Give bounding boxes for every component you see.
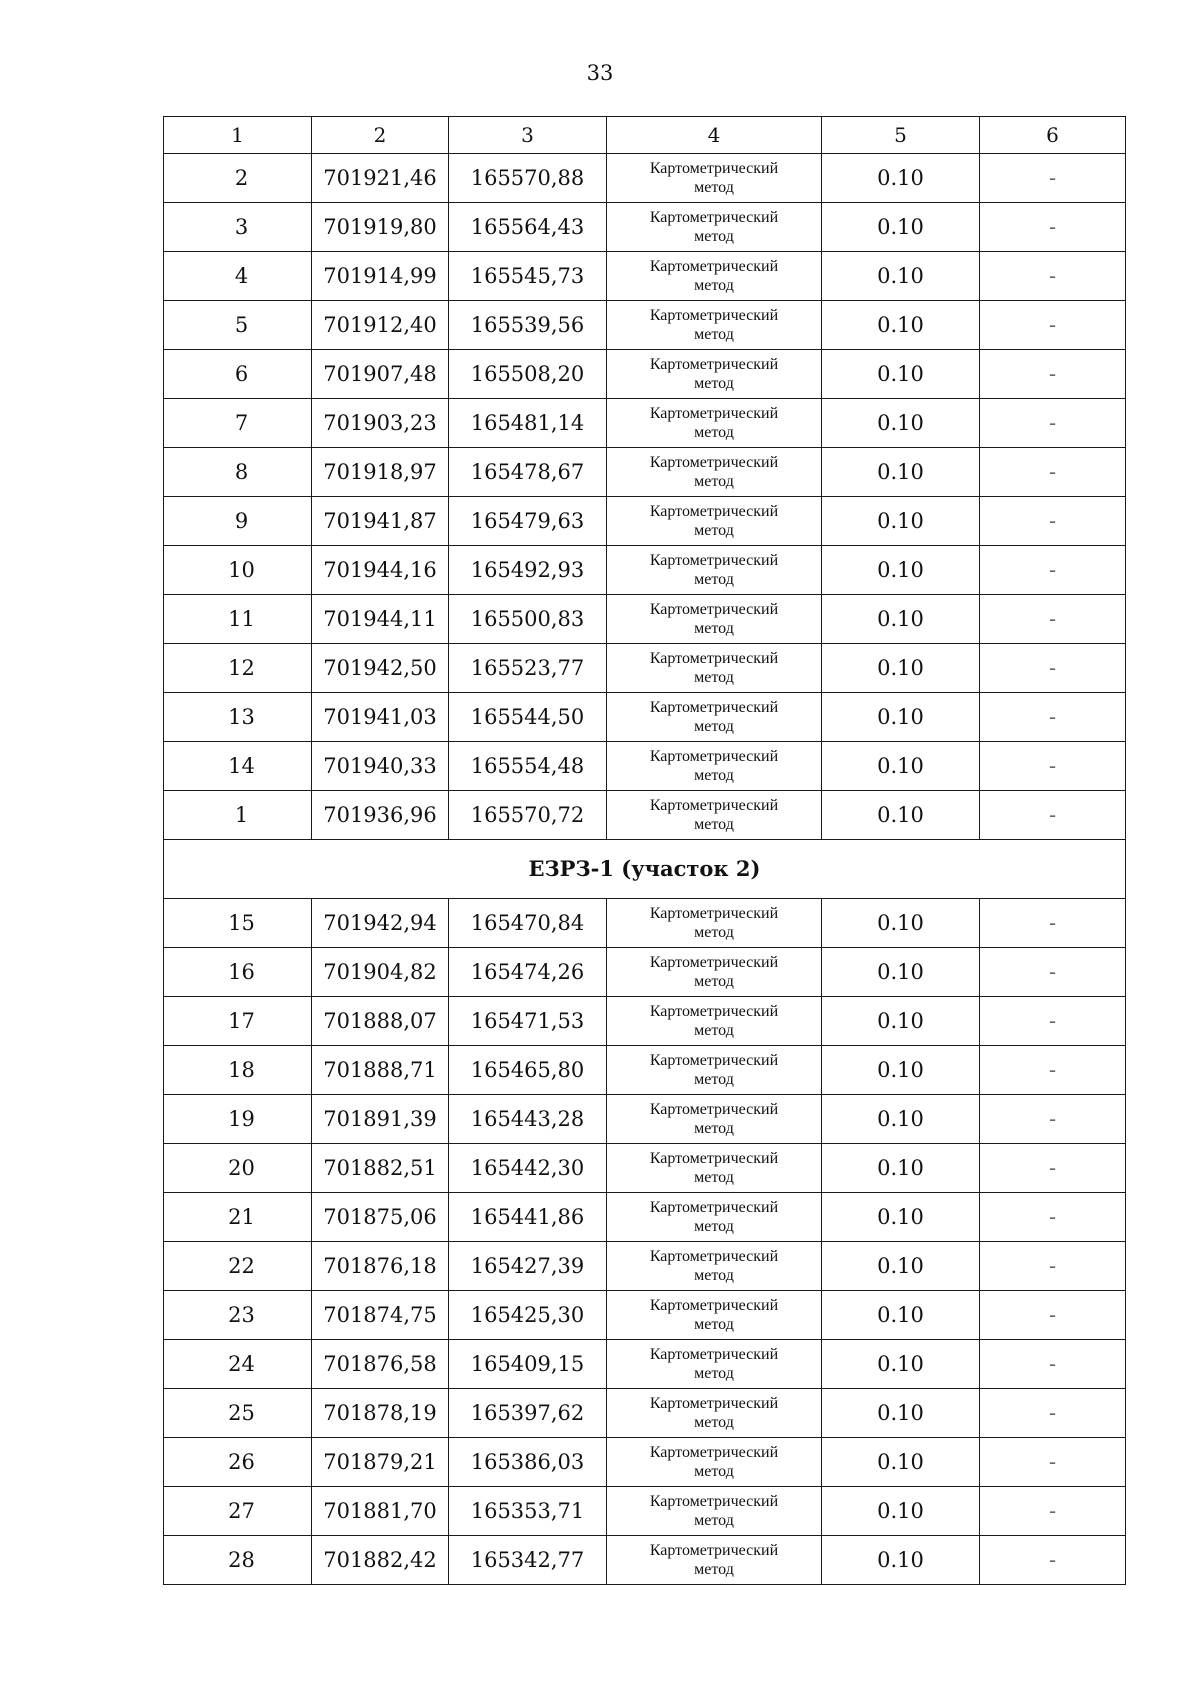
method-line: Картометрический: [649, 1395, 779, 1412]
method-line: метод: [694, 1169, 734, 1186]
x-coordinate-cell: 701904,82: [312, 948, 449, 997]
accuracy-cell: 0.10: [822, 791, 980, 840]
y-coordinate-cell: 165508,20: [449, 350, 607, 399]
method-line: Картометрический: [649, 905, 779, 922]
point-number-cell: 6: [164, 350, 312, 399]
point-number-cell: 19: [164, 1095, 312, 1144]
table-row: [164, 252, 1126, 301]
column-header: 3: [449, 117, 607, 154]
y-coordinate-cell: 165441,86: [449, 1193, 607, 1242]
table-row: [164, 497, 1126, 546]
description-cell: -: [980, 252, 1126, 301]
method-line: метод: [694, 620, 734, 637]
method-line: метод: [694, 179, 734, 196]
y-coordinate-cell: 165544,50: [449, 693, 607, 742]
point-number-cell: 26: [164, 1438, 312, 1487]
method-line: Картометрический: [649, 209, 779, 226]
accuracy-cell: 0.10: [822, 203, 980, 252]
description-cell: -: [980, 203, 1126, 252]
method-cell: [607, 693, 822, 742]
method-line: метод: [694, 1512, 734, 1529]
point-number-cell: 16: [164, 948, 312, 997]
method-line: метод: [694, 326, 734, 343]
method-line: метод: [694, 522, 734, 539]
y-coordinate-cell: 165386,03: [449, 1438, 607, 1487]
x-coordinate-cell: 701879,21: [312, 1438, 449, 1487]
point-number-cell: 25: [164, 1389, 312, 1438]
point-number-cell: 8: [164, 448, 312, 497]
point-number-cell: 2: [164, 154, 312, 203]
accuracy-cell: 0.10: [822, 1193, 980, 1242]
description-cell: -: [980, 1487, 1126, 1536]
accuracy-cell: 0.10: [822, 350, 980, 399]
method-line: метод: [694, 718, 734, 735]
method-line: метод: [694, 277, 734, 294]
method-line: метод: [694, 1267, 734, 1284]
y-coordinate-cell: 165554,48: [449, 742, 607, 791]
method-line: метод: [694, 1022, 734, 1039]
y-coordinate-cell: 165479,63: [449, 497, 607, 546]
accuracy-cell: 0.10: [822, 497, 980, 546]
method-line: метод: [694, 1120, 734, 1137]
y-coordinate-cell: 165481,14: [449, 399, 607, 448]
method-line: Картометрический: [649, 601, 779, 618]
point-number-cell: 12: [164, 644, 312, 693]
description-cell: -: [980, 399, 1126, 448]
x-coordinate-cell: 701891,39: [312, 1095, 449, 1144]
y-coordinate-cell: 165539,56: [449, 301, 607, 350]
accuracy-cell: 0.10: [822, 1438, 980, 1487]
accuracy-cell: 0.10: [822, 154, 980, 203]
method-line: метод: [694, 816, 734, 833]
method-cell: [607, 1144, 822, 1193]
coordinates-table: [163, 116, 1126, 1585]
x-coordinate-cell: 701944,16: [312, 546, 449, 595]
method-line: метод: [694, 1463, 734, 1480]
column-header: 1: [164, 117, 312, 154]
x-coordinate-cell: 701882,51: [312, 1144, 449, 1193]
y-coordinate-cell: 165353,71: [449, 1487, 607, 1536]
table-row: [164, 1340, 1126, 1389]
accuracy-cell: 0.10: [822, 1487, 980, 1536]
method-cell: [607, 742, 822, 791]
column-header: 2: [312, 117, 449, 154]
accuracy-cell: 0.10: [822, 1095, 980, 1144]
point-number-cell: 4: [164, 252, 312, 301]
method-line: Картометрический: [649, 1297, 779, 1314]
description-cell: -: [980, 1340, 1126, 1389]
method-cell: [607, 203, 822, 252]
method-line: метод: [694, 228, 734, 245]
point-number-cell: 17: [164, 997, 312, 1046]
point-number-cell: 9: [164, 497, 312, 546]
method-cell: [607, 595, 822, 644]
method-line: Картометрический: [649, 650, 779, 667]
method-cell: [607, 1291, 822, 1340]
x-coordinate-cell: 701942,50: [312, 644, 449, 693]
y-coordinate-cell: 165427,39: [449, 1242, 607, 1291]
method-line: Картометрический: [649, 552, 779, 569]
y-coordinate-cell: 165425,30: [449, 1291, 607, 1340]
accuracy-cell: 0.10: [822, 693, 980, 742]
point-number-cell: 20: [164, 1144, 312, 1193]
method-line: метод: [694, 473, 734, 490]
accuracy-cell: 0.10: [822, 1242, 980, 1291]
accuracy-cell: 0.10: [822, 948, 980, 997]
description-cell: -: [980, 997, 1126, 1046]
table-row: [164, 350, 1126, 399]
method-cell: [607, 399, 822, 448]
method-cell: [607, 644, 822, 693]
point-number-cell: 10: [164, 546, 312, 595]
x-coordinate-cell: 701903,23: [312, 399, 449, 448]
table-row: [164, 1487, 1126, 1536]
description-cell: -: [980, 644, 1126, 693]
description-cell: -: [980, 497, 1126, 546]
column-header: 6: [980, 117, 1126, 154]
x-coordinate-cell: 701921,46: [312, 154, 449, 203]
point-number-cell: 1: [164, 791, 312, 840]
y-coordinate-cell: 165397,62: [449, 1389, 607, 1438]
method-cell: [607, 497, 822, 546]
y-coordinate-cell: 165492,93: [449, 546, 607, 595]
x-coordinate-cell: 701944,11: [312, 595, 449, 644]
method-line: Картометрический: [649, 503, 779, 520]
method-cell: [607, 1046, 822, 1095]
x-coordinate-cell: 701919,80: [312, 203, 449, 252]
method-cell: [607, 791, 822, 840]
accuracy-cell: 0.10: [822, 1389, 980, 1438]
table-row: [164, 644, 1126, 693]
accuracy-cell: 0.10: [822, 301, 980, 350]
point-number-cell: 28: [164, 1536, 312, 1585]
description-cell: -: [980, 448, 1126, 497]
accuracy-cell: 0.10: [822, 644, 980, 693]
method-line: метод: [694, 1218, 734, 1235]
method-line: Картометрический: [649, 454, 779, 471]
method-line: Картометрический: [649, 1444, 779, 1461]
column-header: 4: [607, 117, 822, 154]
method-line: метод: [694, 1316, 734, 1333]
method-line: метод: [694, 924, 734, 941]
table-row: [164, 1389, 1126, 1438]
method-line: метод: [694, 1071, 734, 1088]
method-line: метод: [694, 571, 734, 588]
method-cell: [607, 1095, 822, 1144]
method-line: метод: [694, 1414, 734, 1431]
method-cell: [607, 546, 822, 595]
table-row: [164, 399, 1126, 448]
table-row: [164, 1046, 1126, 1095]
method-line: Картометрический: [649, 160, 779, 177]
description-cell: -: [980, 1438, 1126, 1487]
y-coordinate-cell: 165443,28: [449, 1095, 607, 1144]
table-row: [164, 742, 1126, 791]
y-coordinate-cell: 165471,53: [449, 997, 607, 1046]
point-number-cell: 13: [164, 693, 312, 742]
description-cell: -: [980, 1291, 1126, 1340]
method-line: метод: [694, 1561, 734, 1578]
y-coordinate-cell: 165478,67: [449, 448, 607, 497]
table-row: [164, 203, 1126, 252]
y-coordinate-cell: 165470,84: [449, 899, 607, 948]
description-cell: -: [980, 1536, 1126, 1585]
method-cell: [607, 1193, 822, 1242]
description-cell: -: [980, 595, 1126, 644]
x-coordinate-cell: 701942,94: [312, 899, 449, 948]
x-coordinate-cell: 701936,96: [312, 791, 449, 840]
method-cell: [607, 301, 822, 350]
column-header: 5: [822, 117, 980, 154]
method-line: Картометрический: [649, 258, 779, 275]
method-cell: [607, 1242, 822, 1291]
method-cell: [607, 948, 822, 997]
y-coordinate-cell: 165570,88: [449, 154, 607, 203]
accuracy-cell: 0.10: [822, 742, 980, 791]
method-line: Картометрический: [649, 1493, 779, 1510]
x-coordinate-cell: 701941,87: [312, 497, 449, 546]
method-line: Картометрический: [649, 1346, 779, 1363]
accuracy-cell: 0.10: [822, 546, 980, 595]
method-line: Картометрический: [649, 1542, 779, 1559]
x-coordinate-cell: 701875,06: [312, 1193, 449, 1242]
description-cell: -: [980, 546, 1126, 595]
description-cell: -: [980, 1144, 1126, 1193]
column-number-header-row: [164, 117, 1126, 154]
table-row: [164, 1095, 1126, 1144]
method-line: Картометрический: [649, 748, 779, 765]
method-line: метод: [694, 669, 734, 686]
description-cell: -: [980, 899, 1126, 948]
method-line: Картометрический: [649, 1101, 779, 1118]
y-coordinate-cell: 165342,77: [449, 1536, 607, 1585]
point-number-cell: 5: [164, 301, 312, 350]
point-number-cell: 15: [164, 899, 312, 948]
method-line: Картометрический: [649, 1003, 779, 1020]
description-cell: -: [980, 1095, 1126, 1144]
method-cell: [607, 252, 822, 301]
y-coordinate-cell: 165442,30: [449, 1144, 607, 1193]
x-coordinate-cell: 701881,70: [312, 1487, 449, 1536]
method-line: Картометрический: [649, 307, 779, 324]
y-coordinate-cell: 165465,80: [449, 1046, 607, 1095]
method-line: Картометрический: [649, 356, 779, 373]
accuracy-cell: 0.10: [822, 1340, 980, 1389]
accuracy-cell: 0.10: [822, 899, 980, 948]
table-row: [164, 899, 1126, 948]
table-row: [164, 1242, 1126, 1291]
table-row: [164, 1193, 1126, 1242]
y-coordinate-cell: 165500,83: [449, 595, 607, 644]
table-row: [164, 301, 1126, 350]
point-number-cell: 22: [164, 1242, 312, 1291]
table-row: [164, 154, 1126, 203]
table-row: [164, 791, 1126, 840]
method-line: Картометрический: [649, 405, 779, 422]
method-line: Картометрический: [649, 797, 779, 814]
method-line: метод: [694, 1365, 734, 1382]
x-coordinate-cell: 701878,19: [312, 1389, 449, 1438]
method-line: метод: [694, 973, 734, 990]
section-title: ЕЗРЗ-1 (участок 2): [164, 840, 1126, 899]
point-number-cell: 18: [164, 1046, 312, 1095]
description-cell: -: [980, 1389, 1126, 1438]
x-coordinate-cell: 701888,71: [312, 1046, 449, 1095]
table-row: [164, 1291, 1126, 1340]
x-coordinate-cell: 701912,40: [312, 301, 449, 350]
method-line: метод: [694, 375, 734, 392]
section-header-row: [164, 840, 1126, 899]
description-cell: -: [980, 154, 1126, 203]
accuracy-cell: 0.10: [822, 448, 980, 497]
point-number-cell: 21: [164, 1193, 312, 1242]
accuracy-cell: 0.10: [822, 1536, 980, 1585]
x-coordinate-cell: 701882,42: [312, 1536, 449, 1585]
y-coordinate-cell: 165409,15: [449, 1340, 607, 1389]
method-cell: [607, 1536, 822, 1585]
point-number-cell: 14: [164, 742, 312, 791]
accuracy-cell: 0.10: [822, 595, 980, 644]
accuracy-cell: 0.10: [822, 1144, 980, 1193]
x-coordinate-cell: 701888,07: [312, 997, 449, 1046]
method-line: Картометрический: [649, 1150, 779, 1167]
description-cell: -: [980, 742, 1126, 791]
method-cell: [607, 154, 822, 203]
point-number-cell: 27: [164, 1487, 312, 1536]
x-coordinate-cell: 701940,33: [312, 742, 449, 791]
x-coordinate-cell: 701918,97: [312, 448, 449, 497]
y-coordinate-cell: 165564,43: [449, 203, 607, 252]
description-cell: -: [980, 301, 1126, 350]
description-cell: -: [980, 350, 1126, 399]
method-line: Картометрический: [649, 699, 779, 716]
description-cell: -: [980, 1242, 1126, 1291]
method-cell: [607, 1438, 822, 1487]
y-coordinate-cell: 165523,77: [449, 644, 607, 693]
point-number-cell: 24: [164, 1340, 312, 1389]
y-coordinate-cell: 165570,72: [449, 791, 607, 840]
point-number-cell: 23: [164, 1291, 312, 1340]
point-number-cell: 11: [164, 595, 312, 644]
table-row: [164, 546, 1126, 595]
method-cell: [607, 350, 822, 399]
y-coordinate-cell: 165545,73: [449, 252, 607, 301]
method-cell: [607, 899, 822, 948]
method-line: метод: [694, 424, 734, 441]
method-line: Картометрический: [649, 1248, 779, 1265]
x-coordinate-cell: 701876,58: [312, 1340, 449, 1389]
description-cell: -: [980, 1046, 1126, 1095]
point-number-cell: 7: [164, 399, 312, 448]
table-row: [164, 1536, 1126, 1585]
x-coordinate-cell: 701907,48: [312, 350, 449, 399]
table-row: [164, 997, 1126, 1046]
description-cell: -: [980, 693, 1126, 742]
point-number-cell: 3: [164, 203, 312, 252]
y-coordinate-cell: 165474,26: [449, 948, 607, 997]
method-cell: [607, 448, 822, 497]
method-line: Картометрический: [649, 954, 779, 971]
method-line: Картометрический: [649, 1052, 779, 1069]
x-coordinate-cell: 701874,75: [312, 1291, 449, 1340]
table-row: [164, 693, 1126, 742]
accuracy-cell: 0.10: [822, 1046, 980, 1095]
accuracy-cell: 0.10: [822, 399, 980, 448]
accuracy-cell: 0.10: [822, 997, 980, 1046]
method-line: Картометрический: [649, 1199, 779, 1216]
x-coordinate-cell: 701876,18: [312, 1242, 449, 1291]
accuracy-cell: 0.10: [822, 1291, 980, 1340]
table-row: [164, 1144, 1126, 1193]
table-row: [164, 595, 1126, 644]
table-row: [164, 1438, 1126, 1487]
table-row: [164, 948, 1126, 997]
page-number: 33: [586, 61, 614, 85]
x-coordinate-cell: 701941,03: [312, 693, 449, 742]
description-cell: -: [980, 948, 1126, 997]
description-cell: -: [980, 791, 1126, 840]
coordinates-table-body: [164, 117, 1126, 1585]
method-cell: [607, 1340, 822, 1389]
method-cell: [607, 1487, 822, 1536]
description-cell: -: [980, 1193, 1126, 1242]
method-cell: [607, 1389, 822, 1438]
x-coordinate-cell: 701914,99: [312, 252, 449, 301]
accuracy-cell: 0.10: [822, 252, 980, 301]
method-line: метод: [694, 767, 734, 784]
table-row: [164, 448, 1126, 497]
method-cell: [607, 997, 822, 1046]
